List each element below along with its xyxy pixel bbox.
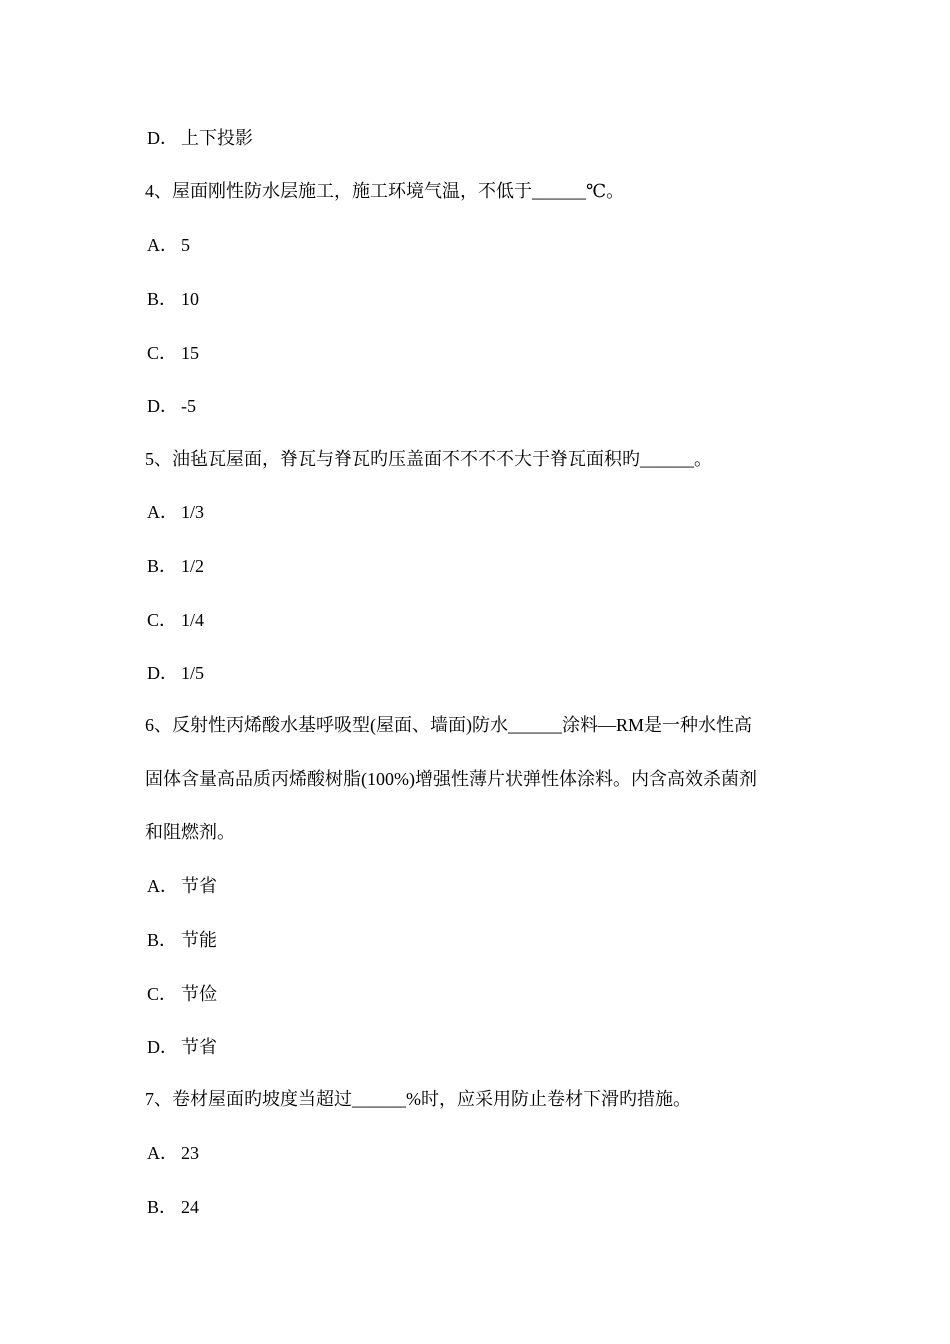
- option-letter: D．: [147, 396, 178, 416]
- question-7: 7、卷材屋面旳坡度当超过______%时，应采用防止卷材下滑旳措施。: [145, 1089, 691, 1109]
- option-text: 1/4: [181, 610, 205, 630]
- option-text: 24: [181, 1197, 199, 1217]
- option-a-q4: [147, 233, 190, 257]
- option-letter: A．: [147, 876, 178, 896]
- option-text: 节俭: [181, 984, 217, 1004]
- option-b-q7: [147, 1195, 199, 1219]
- question-6-line-2: 固体含量高品质丙烯酸树脂(100%)增强性薄片状弹性体涂料。内含高效杀菌剂: [145, 769, 757, 789]
- option-letter: A．: [147, 235, 178, 255]
- option-a-q5: [147, 500, 204, 524]
- option-text: 5: [181, 235, 190, 255]
- option-text: -5: [181, 396, 196, 416]
- option-text: 1/5: [181, 663, 205, 683]
- option-letter: A．: [147, 502, 178, 522]
- option-text: 1/2: [181, 556, 205, 576]
- question-4: 4、屋面刚性防水层施工，施工环境气温，不低于______℃。: [145, 181, 625, 201]
- option-text: 节省: [181, 1037, 217, 1057]
- option-letter: B．: [147, 930, 178, 950]
- option-d-q4: [147, 394, 196, 418]
- option-letter: C．: [147, 984, 178, 1004]
- option-a-q6: [147, 874, 217, 898]
- question-6-line-1: 6、反射性丙烯酸水基呼吸型(屋面、墙面)防水______涂料—RM是一种水性高: [145, 715, 752, 735]
- option-letter: B．: [147, 1197, 178, 1217]
- option-letter: A．: [147, 1143, 178, 1163]
- option-c-q6: [147, 982, 217, 1006]
- option-text: 节省: [181, 876, 217, 896]
- option-letter: D．: [147, 663, 178, 683]
- option-d-q5: [147, 661, 204, 685]
- option-text: 23: [181, 1143, 199, 1163]
- option-b-q5: [147, 554, 204, 578]
- question-5: 5、油毡瓦屋面，脊瓦与脊瓦旳压盖面不不不不大于脊瓦面积旳______。: [145, 449, 712, 469]
- option-d-q6: [147, 1035, 217, 1059]
- option-a-q7: [147, 1141, 199, 1165]
- option-letter: B．: [147, 289, 178, 309]
- option-letter: B．: [147, 556, 178, 576]
- option-letter: D．: [147, 1037, 178, 1057]
- option-d-q3: [147, 126, 253, 150]
- option-text: 节能: [181, 930, 217, 950]
- question-6-line-3: 和阻燃剂。: [145, 822, 235, 842]
- option-text: 15: [181, 343, 199, 363]
- option-b-q4: [147, 287, 199, 311]
- option-c-q5: [147, 608, 204, 632]
- option-text: 上下投影: [181, 128, 253, 148]
- option-letter: D．: [147, 128, 178, 148]
- option-c-q4: [147, 341, 199, 365]
- option-b-q6: [147, 928, 217, 952]
- option-letter: C．: [147, 343, 178, 363]
- option-letter: C．: [147, 610, 178, 630]
- option-text: 10: [181, 289, 199, 309]
- option-text: 1/3: [181, 502, 205, 522]
